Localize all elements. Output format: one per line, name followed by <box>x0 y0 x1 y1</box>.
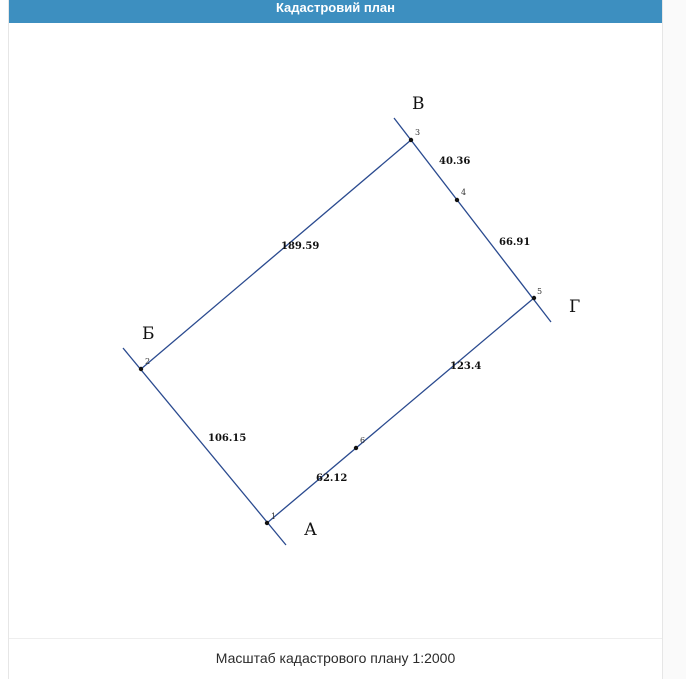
edge-v-g <box>394 118 551 322</box>
edge-length-b-v: 189.59 <box>281 241 320 252</box>
edge-length-4-g: 66.91 <box>499 237 531 248</box>
edge-a-b <box>123 348 286 545</box>
point-1 <box>265 521 269 525</box>
card-header <box>9 0 662 23</box>
edge-g-a <box>267 298 534 523</box>
point-number-3: 3 <box>415 128 421 137</box>
point-6 <box>354 446 358 450</box>
corner-label-a: А <box>304 520 317 540</box>
point-5 <box>532 296 536 300</box>
corner-label-b: Б <box>142 324 155 344</box>
cadastral-plan-drawing <box>9 23 664 638</box>
right-margin <box>663 0 686 679</box>
edge-length-a-b: 106.15 <box>208 433 247 444</box>
scale-footer <box>9 638 662 679</box>
corner-label-v: В <box>412 94 425 114</box>
point-number-6: 6 <box>360 436 366 445</box>
edge-b-v <box>141 140 411 369</box>
edge-length-6-a: 62.12 <box>316 473 348 484</box>
card-title: Кадастровий план <box>275 0 396 15</box>
cadastral-plan-card <box>8 0 663 679</box>
edge-length-v-4: 40.36 <box>439 156 471 167</box>
point-4 <box>455 198 459 202</box>
point-3 <box>409 138 413 142</box>
scale-text: Масштаб кадастрового плану 1:2000 <box>215 650 456 666</box>
point-number-1: 1 <box>271 512 277 521</box>
corner-label-g: Г <box>569 297 581 317</box>
point-number-4: 4 <box>461 188 467 197</box>
point-2 <box>139 367 143 371</box>
point-number-2: 2 <box>145 357 151 366</box>
edge-length-g-a: 123.4 <box>450 361 482 372</box>
point-number-5: 5 <box>537 287 543 296</box>
plan-area <box>9 23 662 638</box>
